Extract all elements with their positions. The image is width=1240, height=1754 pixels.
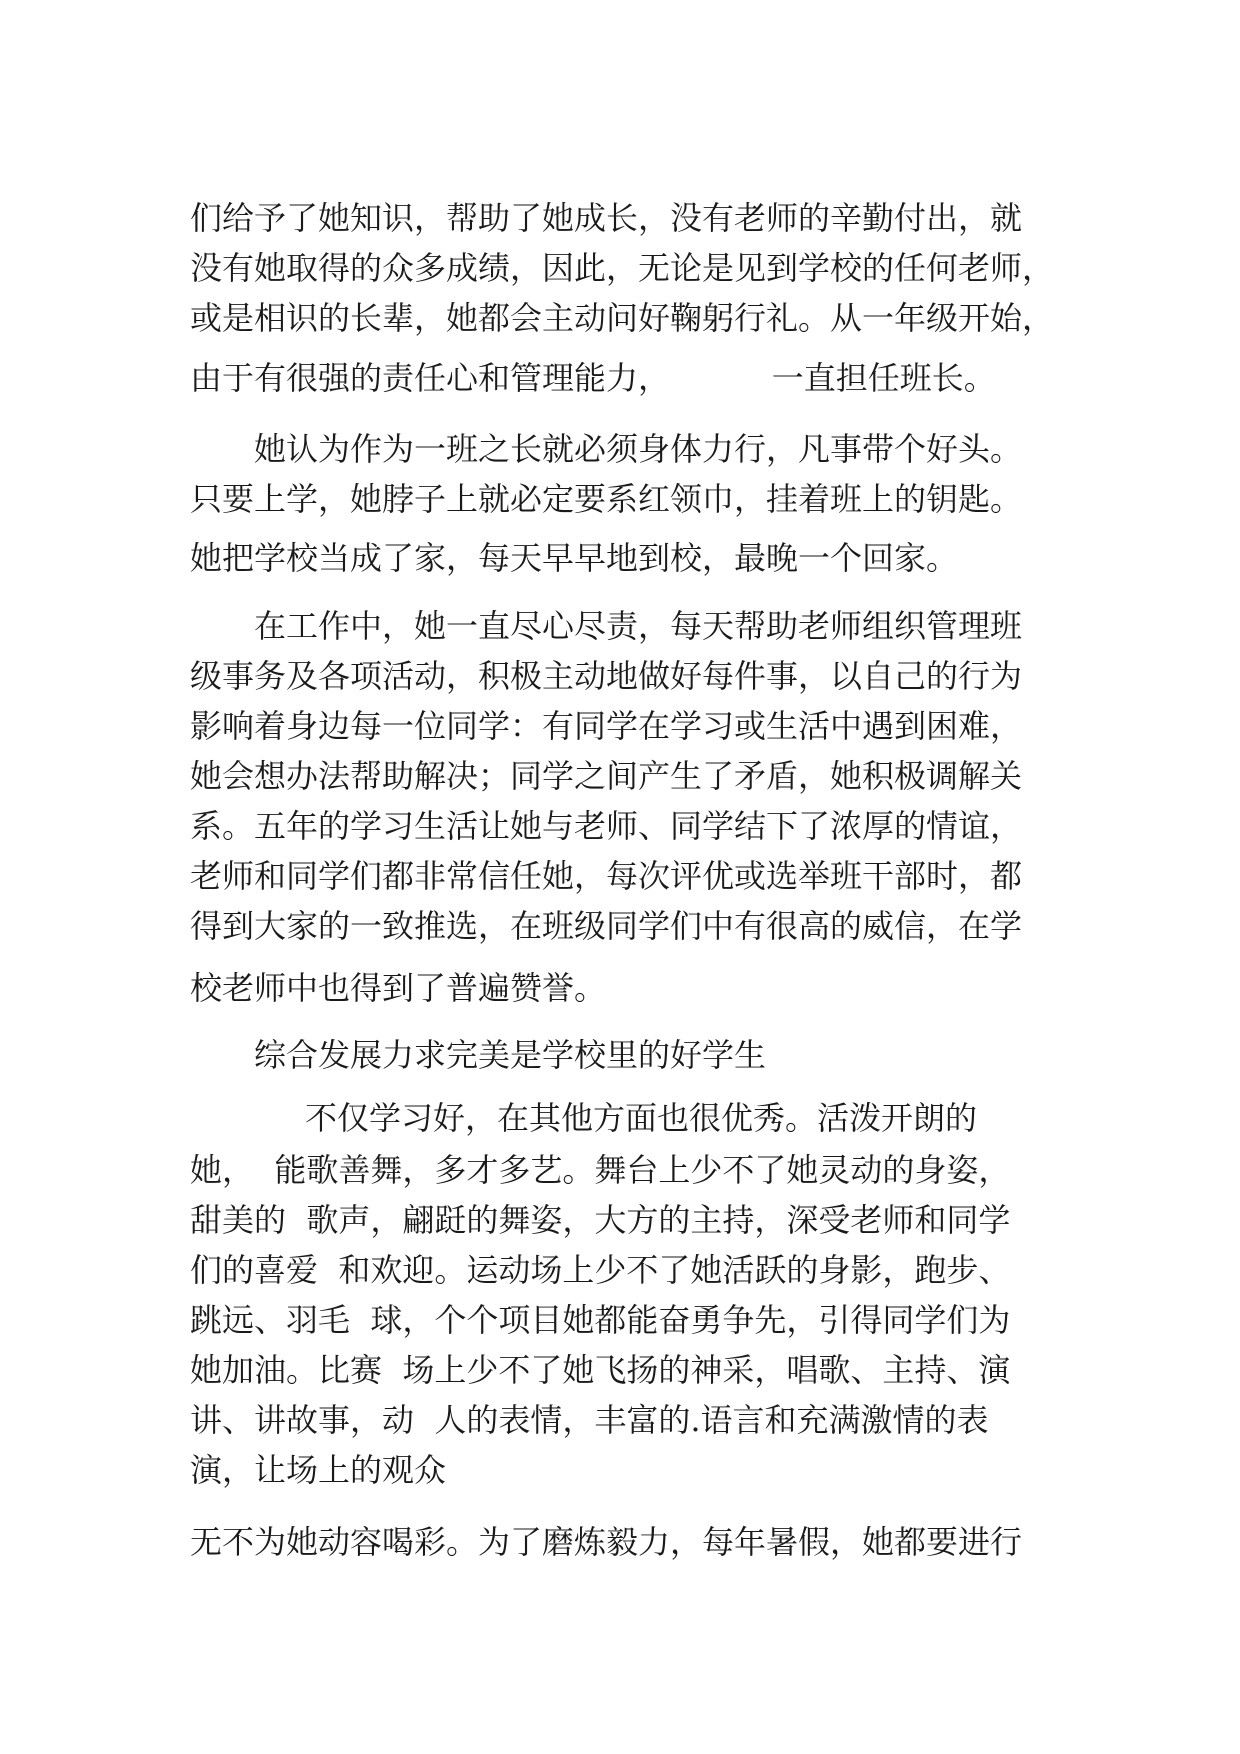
section-heading: 综合发展力求完美是学校里的好学生	[254, 1036, 767, 1074]
paragraph-line: 只要上学，她脖子上就必定要系红领巾，挂着班上的钥匙。	[190, 480, 1023, 518]
paragraph-line: 由于有很强的责任心和管理能力， 一直担任班长。	[190, 359, 996, 397]
paragraph-line: 们给予了她知识，帮助了她成长，没有老师的辛勤付出，就	[190, 199, 1023, 237]
paragraph-line: 们的喜爱 和欢迎。运动场上少不了她活跃的身影，跑步、	[190, 1251, 1011, 1289]
paragraph-line: 她认为作为一班之长就必须身体力行，凡事带个好头。	[254, 430, 1023, 468]
paragraph-line: 演，让场上的观众	[190, 1451, 447, 1489]
paragraph-line: 无不为她动容喝彩。为了磨炼毅力，每年暑假，她都要进行	[190, 1523, 1023, 1561]
paragraph-line: 级事务及各项活动，积极主动地做好每件事，以自己的行为	[190, 657, 1023, 695]
paragraph-line: 不仅学习好，在其他方面也很优秀。活泼开朗的	[305, 1099, 978, 1137]
paragraph-line: 校老师中也得到了普遍赞誉。	[190, 969, 607, 1007]
paragraph-line: 她加油。比赛 场上少不了她飞扬的神采，唱歌、主持、演	[190, 1351, 1011, 1389]
paragraph-line: 在工作中，她一直尽心尽责，每天帮助老师组织管理班	[254, 607, 1023, 645]
paragraph-line: 得到大家的一致推选，在班级同学们中有很高的威信，在学	[190, 907, 1023, 945]
paragraph-line: 她把学校当成了家，每天早早地到校，最晚一个回家。	[190, 539, 959, 577]
paragraph-line: 或是相识的长辈，她都会主动问好鞠躬行礼。从一年级开始，	[190, 299, 1055, 337]
paragraph-line: 影响着身边每一位同学：有同学在学习或生活中遇到困难，	[190, 707, 1023, 745]
paragraph-line: 系。五年的学习生活让她与老师、同学结下了浓厚的情谊，	[190, 807, 1023, 845]
paragraph-line: 老师和同学们都非常信任她，每次评优或选举班干部时，都	[190, 857, 1023, 895]
paragraph-line: 甜美的 歌声，翩跹的舞姿，大方的主持，深受老师和同学	[190, 1201, 1011, 1239]
paragraph-line: 她会想办法帮助解决；同学之间产生了矛盾，她积极调解关	[190, 757, 1023, 795]
paragraph-line: 讲、讲故事，动 人的表情，丰富的.语言和充满激情的表	[190, 1401, 989, 1439]
paragraph-line: 她， 能歌善舞，多才多艺。舞台上少不了她灵动的身姿，	[190, 1151, 1011, 1189]
paragraph-line: 没有她取得的众多成绩，因此，无论是见到学校的任何老师，	[190, 249, 1055, 287]
paragraph-line: 跳远、羽毛 球，个个项目她都能奋勇争先，引得同学们为	[190, 1301, 1011, 1339]
